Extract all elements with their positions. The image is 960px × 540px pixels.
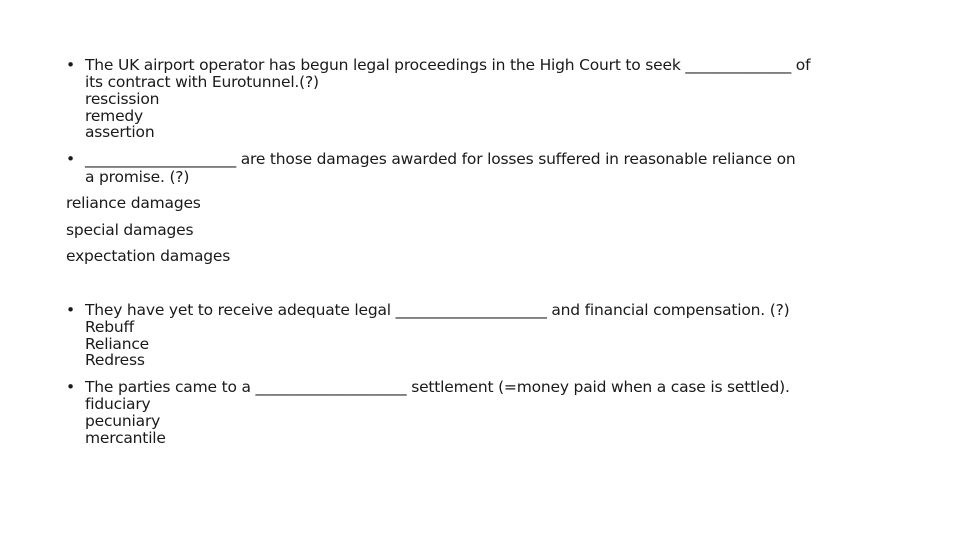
q2-line2: a promise. (?) [85,168,190,186]
q4-option-3: mercantile [85,429,166,447]
q2-option-2: special damages [66,221,194,239]
q4-option-1: fiduciary [85,395,151,413]
bullet-q2: • [66,150,76,168]
q3-option-1: Rebuff [85,318,134,336]
q1-option-2: remedy [85,107,144,125]
q1-line2: its contract with Eurotunnel.(?) [85,73,319,91]
q1-option-1: rescission [85,90,160,108]
q2-option-3: expectation damages [66,247,231,265]
q3-option-3: Redress [85,351,145,369]
q3-line1: They have yet to receive adequate legal ____________________ and financial compensation. (?) [85,301,790,319]
bullet-q1: • [66,56,76,74]
q2-option-1: reliance damages [66,194,201,212]
bullet-q3: • [66,301,76,319]
q4-line1: The parties came to a ____________________ settlement (=money paid when a case is settled). [85,378,790,396]
q4-option-2: pecuniary [85,412,161,430]
q2-line1: ____________________ are those damages awarded for losses suffered in reasonable reliance on [85,150,796,168]
q1-option-3: assertion [85,123,155,141]
q1-line1: The UK airport operator has begun legal proceedings in the High Court to seek ______________ of [85,56,811,74]
bullet-q4: • [66,378,76,396]
q3-option-2: Reliance [85,335,150,353]
